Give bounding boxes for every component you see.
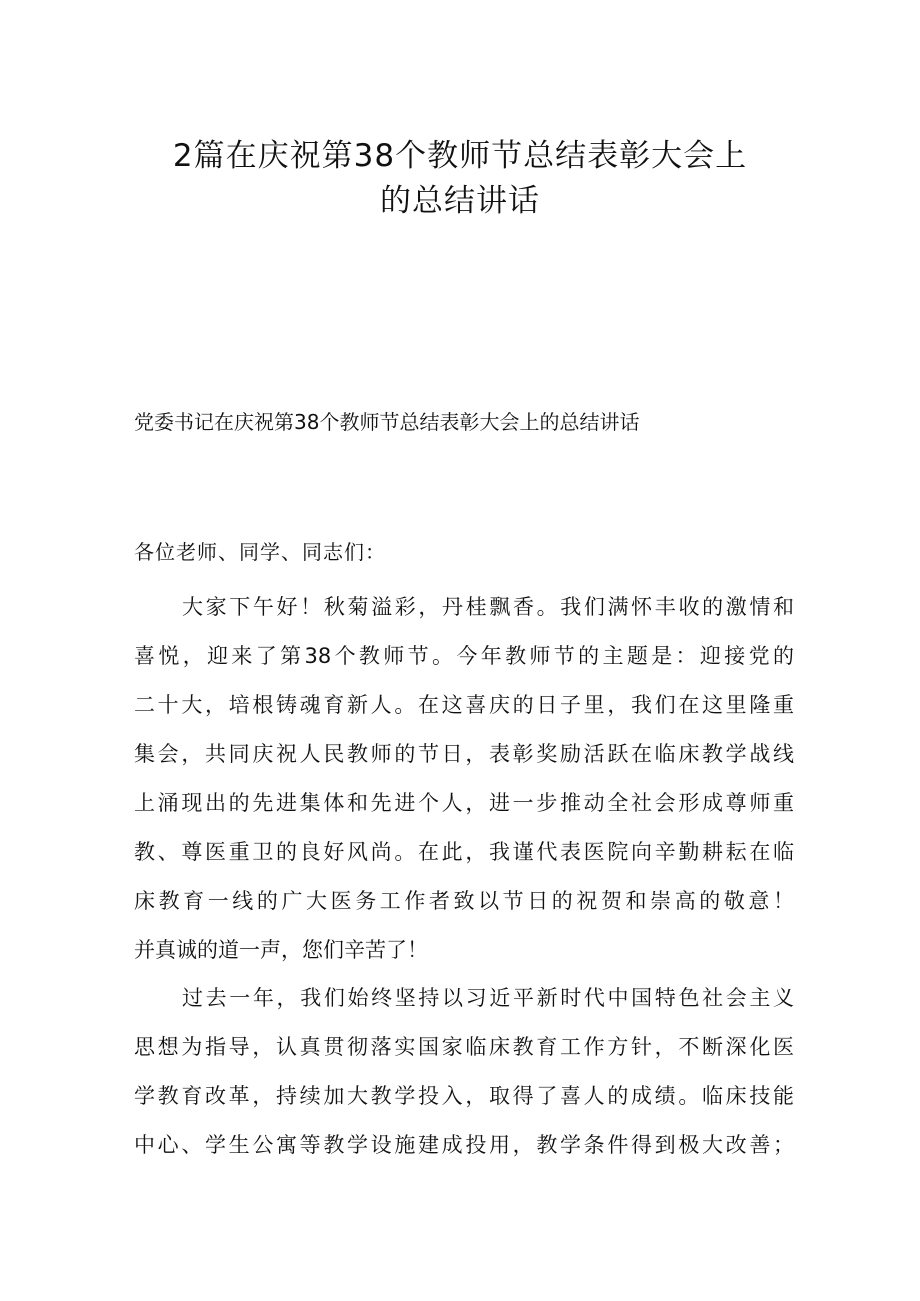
paragraph-line: 并真诚的道一声，您们辛苦了！ xyxy=(134,938,428,962)
paragraph-line: 大家下午好！秋菊溢彩，丹桂飘香。我们满怀丰收的激情和 xyxy=(182,595,794,619)
paragraph-line: 喜悦，迎来了第38个教师节。今年教师节的主题是：迎接党的 xyxy=(134,644,794,668)
paragraph-line: 床教育一线的广大医务工作者致以节日的祝贺和崇高的敬意！ xyxy=(134,889,794,913)
paragraph-line: 中心、学生公寓等教学设施建成投用，教学条件得到极大改善； xyxy=(134,1133,794,1157)
paragraph-line: 思想为指导，认真贯彻落实国家临床教育工作方针，不断深化医 xyxy=(134,1035,794,1059)
paragraph-line: 二十大，培根铸魂育新人。在这喜庆的日子里，我们在这里隆重 xyxy=(134,693,794,717)
paragraph-line: 过去一年，我们始终坚持以习近平新时代中国特色社会主义 xyxy=(182,986,794,1010)
paragraph-line: 教、尊医重卫的良好风尚。在此，我谨代表医院向辛勤耕耘在临 xyxy=(134,840,794,864)
paragraph-1 xyxy=(134,583,794,975)
salutation: 各位老师、同学、同志们： xyxy=(134,540,386,564)
document-title xyxy=(120,134,800,224)
paragraph-line: 学教育改革，持续加大教学投入，取得了喜人的成绩。临床技能 xyxy=(134,1084,794,1108)
paragraph-2 xyxy=(134,974,794,1170)
speech-subtitle: 党委书记在庆祝第38个教师节总结表彰大会上的总结讲话 xyxy=(134,410,640,434)
paragraph-line: 上涌现出的先进集体和先进个人，进一步推动全社会形成尊师重 xyxy=(134,791,794,815)
title-line-2: 的总结讲话 xyxy=(380,183,540,219)
title-line-1: 2篇在庆祝第38个教师节总结表彰大会上 xyxy=(172,138,748,174)
paragraph-line: 集会，共同庆祝人民教师的节日，表彰奖励活跃在临床教学战线 xyxy=(134,742,794,766)
